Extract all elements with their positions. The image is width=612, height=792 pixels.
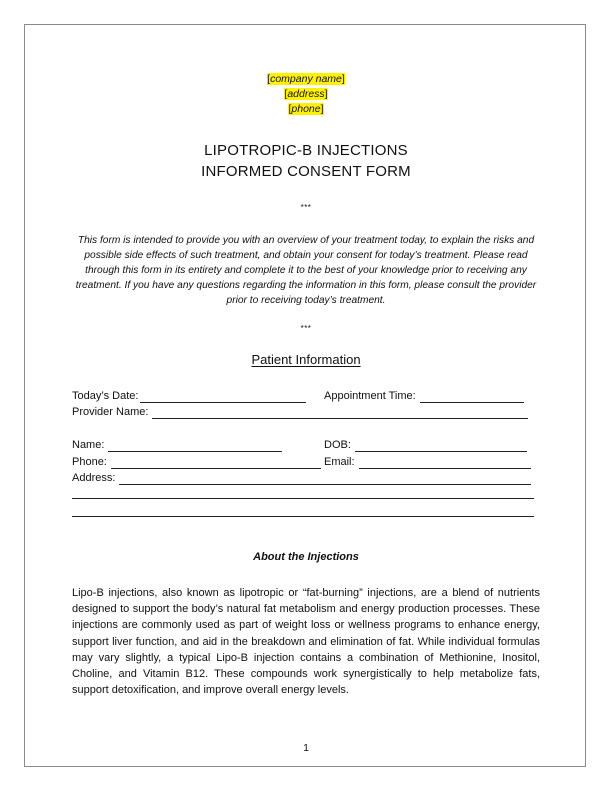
dob-field[interactable] — [324, 438, 527, 452]
phone-placeholder: [phone] — [288, 103, 324, 115]
appointment-time-field[interactable] — [324, 389, 524, 403]
address-line-1[interactable] — [119, 473, 531, 485]
separator-top: *** — [300, 203, 312, 212]
todays-date-label: Today’s Date: — [72, 390, 139, 402]
todays-date-field[interactable] — [72, 389, 306, 403]
phone-field[interactable] — [72, 455, 321, 469]
document-title — [0, 140, 612, 182]
patient-info-heading — [0, 352, 612, 367]
appointment-time-label: Appointment Time: — [324, 390, 416, 402]
provider-name-line[interactable] — [152, 407, 528, 419]
name-line[interactable] — [108, 440, 282, 452]
email-label: Email: — [324, 456, 355, 468]
company-name-placeholder: [company name] — [267, 73, 345, 85]
address-field[interactable] — [72, 471, 531, 485]
about-injections-heading: About the Injections — [253, 551, 359, 563]
address-label: Address: — [72, 472, 116, 484]
appointment-time-line[interactable] — [420, 391, 524, 403]
provider-name-field[interactable] — [72, 405, 528, 419]
address-text: address — [287, 88, 325, 100]
phone-line[interactable] — [111, 457, 321, 469]
address-line-3[interactable] — [72, 516, 534, 517]
dob-label: DOB: — [324, 439, 351, 451]
todays-date-line[interactable] — [140, 391, 306, 403]
title-line-1: LIPOTROPIC-B INJECTIONS — [204, 142, 408, 159]
separator-bottom: *** — [300, 324, 312, 333]
address-line-2[interactable] — [72, 498, 534, 499]
company-name-text: company name — [270, 73, 342, 85]
company-header — [0, 72, 612, 117]
title-line-2: INFORMED CONSENT FORM — [201, 163, 411, 180]
dob-line[interactable] — [355, 440, 527, 452]
name-label: Name: — [72, 439, 105, 451]
email-field[interactable] — [324, 455, 531, 469]
name-field[interactable] — [72, 438, 282, 452]
provider-name-label: Provider Name: — [72, 406, 149, 418]
page-number: 1 — [303, 742, 309, 754]
patient-info-heading-text: Patient Information — [251, 352, 361, 367]
email-line[interactable] — [359, 457, 531, 469]
phone-label: Phone: — [72, 456, 107, 468]
address-placeholder: [address] — [284, 88, 328, 100]
intro-paragraph: This form is intended to provide you with an overview of your treatment today, to explain the risks and possible side effects of such treatment, and obtain your consent for today’s treatment. Please read through this form in its entirety and complete it to the best of your knowledge prior to receiving any treatment. If you have any questions regarding the information in this form, please consult the provider prior to receiving today’s treatment. — [75, 235, 537, 306]
about-injections-paragraph: Lipo-B injections, also known as lipotropic or “fat-burning” injections, are a blend of nutrients designed to support the body’s natural fat metabolism and energy production processes. These injections are commonly used as part of weight loss or wellness programs to enhance energy, support liver function, and aid in the breakdown and elimination of fat. While individual formulas may vary slightly, a typical Lipo-B injection contains a combination of Methionine, Inositol, Choline, and Vitamin B12. These compounds work synergistically to help metabolize fats, support detoxification, and improve overall energy levels. — [72, 587, 540, 697]
phone-text: phone — [291, 103, 321, 115]
